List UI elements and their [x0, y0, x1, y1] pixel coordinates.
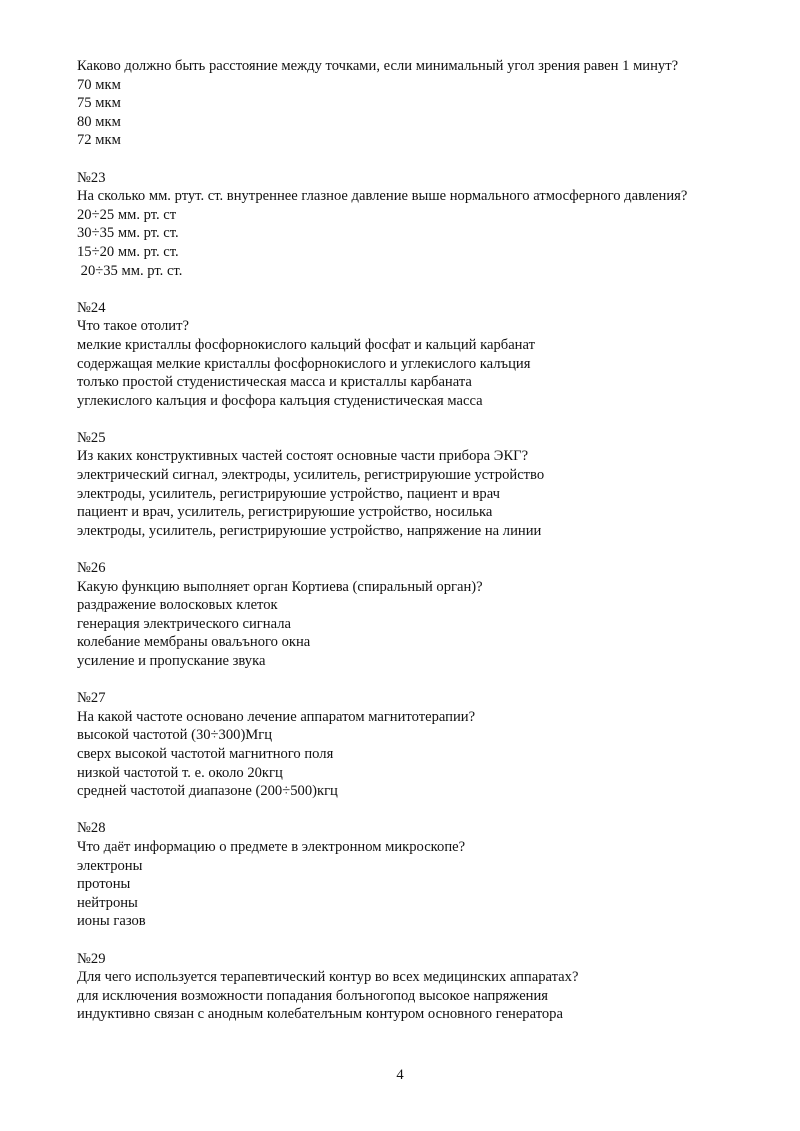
- question-number: №24: [77, 299, 106, 316]
- document-page: [77, 57, 723, 1042]
- answer-list: [77, 987, 723, 1024]
- answer-option: 30÷35 мм. рт. ст.: [77, 225, 179, 242]
- answer-list: [77, 336, 723, 410]
- answer-option: электроды, усилитель, регистрируюшие устройство, напряжение на линии: [77, 522, 542, 539]
- answer-option: электроды, усилитель, регистрируюшие устройство, пациент и врач: [77, 485, 500, 502]
- answer-option: 20÷25 мм. рт. ст: [77, 206, 177, 223]
- answer-option: 75 мкм: [77, 95, 121, 112]
- answer-option: низкой частотой т. е. около 20кгц: [77, 764, 283, 781]
- answer-list: [77, 76, 723, 150]
- answer-option: раздражение волосковых клеток: [77, 597, 278, 614]
- answer-option: содержащая мелкие кристаллы фосфорнокислого и углекислого калъция: [77, 355, 531, 372]
- question-text: Каково должно быть расстояние между точками, если минимальный угол зрения равен 1 минут?: [77, 58, 679, 74]
- answer-option: усиление и пропускание звука: [77, 653, 266, 669]
- question-text: На сколько мм. ртут. ст. внутреннее глазное давление выше нормального атмосферного давления?: [77, 188, 688, 205]
- question-number: №27: [77, 690, 106, 707]
- question-text: Что даёт информацию о предмете в электронном микроскопе?: [77, 838, 466, 855]
- answer-option: пациент и врач, усилитель, регистрируюшие устройство, носилька: [77, 504, 493, 521]
- answer-option: протоны: [77, 876, 131, 893]
- question-block-28: [77, 819, 723, 931]
- answer-option: мелкие кристаллы фосфорнокислого кальций фосфат и кальций карбанат: [77, 336, 535, 353]
- answer-option: колебание мембраны оваљъного окна: [77, 634, 311, 651]
- answer-option: электроны: [77, 857, 143, 874]
- question-number: №26: [77, 560, 106, 577]
- answer-option: 80 мкм: [77, 113, 121, 130]
- answer-option: 15÷20 мм. рт. ст.: [77, 243, 179, 260]
- question-number: №29: [77, 950, 106, 967]
- answer-option: высокой частотой (30÷300)Мгц: [77, 727, 273, 744]
- question-block-22: [77, 57, 723, 150]
- answer-option: электрический сигнал, электроды, усилитель, регистрируюшие устройство: [77, 467, 545, 484]
- answer-list: [77, 206, 723, 280]
- question-number: №28: [77, 820, 106, 837]
- answer-list: [77, 726, 723, 800]
- answer-option: нейтроны: [77, 894, 138, 911]
- answer-option: генерация электрического сигнала: [77, 615, 291, 632]
- question-block-25: [77, 429, 723, 541]
- answer-option: 72 мкм: [77, 132, 121, 149]
- answer-option: сверх высокой частотой магнитного поля: [77, 745, 334, 762]
- question-text: Какую функцию выполняет орган Кортиева (спиральный орган)?: [77, 578, 483, 595]
- answer-option: индуктивно связан с анодным колебателъным контуром основного генератора: [77, 1006, 563, 1023]
- answer-option: 70 мкм: [77, 76, 121, 93]
- question-block-26: [77, 559, 723, 671]
- answer-list: [77, 857, 723, 931]
- answer-option: углекислого калъция и фосфора калъция студенистическая масса: [77, 392, 483, 409]
- question-block-27: [77, 689, 723, 801]
- answer-option: для исключения возможности попадания болъногопод высокое напряжения: [77, 987, 549, 1004]
- question-block-24: [77, 299, 723, 411]
- page-number: 4: [396, 1067, 404, 1083]
- question-text: Для чего используется терапевтический контур во всех медицинских аппаратах?: [77, 969, 579, 986]
- answer-option: средней частотой диапазоне (200÷500)кгц: [77, 783, 338, 800]
- question-text: Что такое отолит?: [77, 318, 189, 335]
- answer-option: ионы газов: [77, 913, 146, 930]
- question-number: №25: [77, 429, 106, 446]
- question-block-23: [77, 169, 723, 281]
- answer-option: толъко простой студенистическая масса и кристаллы карбаната: [77, 374, 472, 391]
- question-number: №23: [77, 169, 106, 186]
- answer-option: 20÷35 мм. рт. ст.: [77, 262, 183, 279]
- question-text: Из каких конструктивных частей состоят основные части прибора ЭКГ?: [77, 448, 529, 465]
- question-text: На какой частоте основано лечение аппаратом магнитотерапии?: [77, 708, 476, 725]
- answer-list: [77, 466, 723, 540]
- answer-list: [77, 596, 723, 670]
- question-block-29: [77, 950, 723, 1024]
